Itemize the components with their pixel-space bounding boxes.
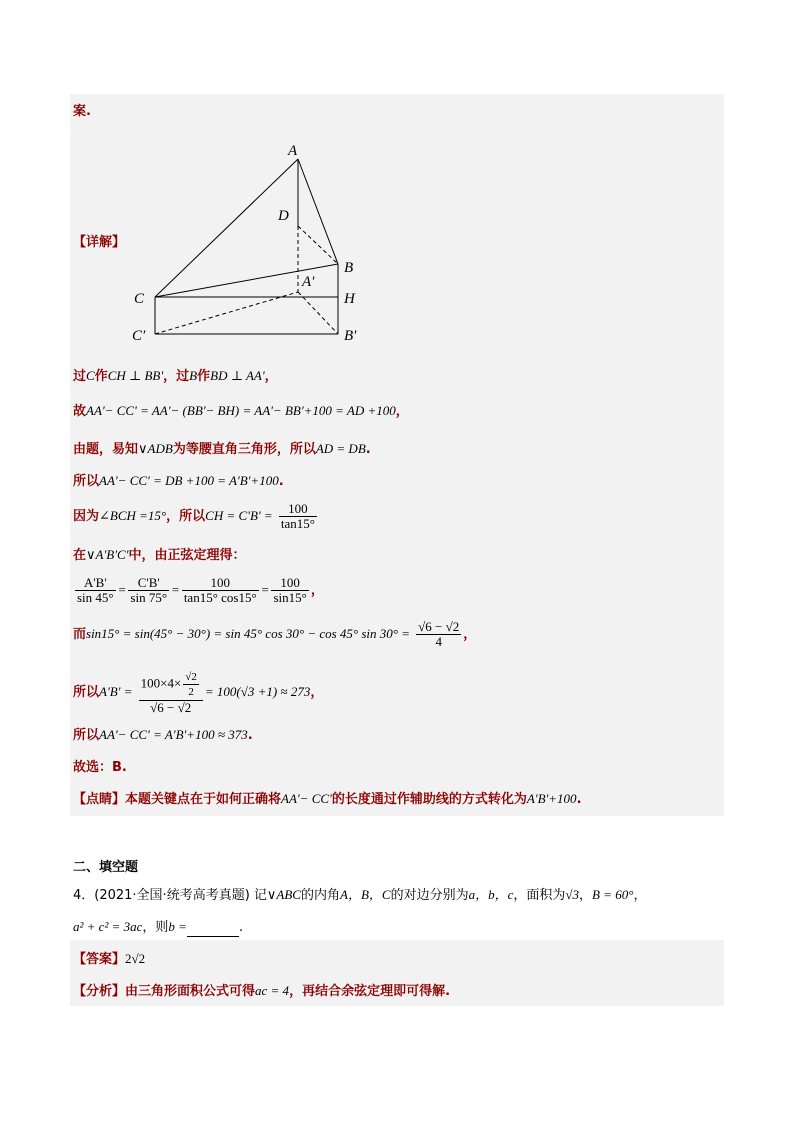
label-H: H [344, 291, 355, 307]
step-8: 而sin15° = sin(45° − 30°) = sin 45° cos 30° − cos 45° sin 30° = $\frac{√6 - √2}{4}$ ， [73, 619, 477, 649]
fraction-100-over-tan15: $\frac{100}{\tan 15^\circ}$ [280, 501, 315, 531]
label-C: C [134, 291, 145, 307]
step-6: 在∨A'B'C'中，由正弦定理得： [73, 547, 246, 563]
answer-blank [187, 924, 239, 937]
step-3: 由题，易知∨ADB为等腰直角三角形，所以AD = DB. [73, 441, 371, 457]
label-Bprime: B′ [344, 328, 357, 344]
question-4-line-1: 4．(2021·全国·统考高考真题) 记∨ABC的内角A，B，C的对边分别为a，b，c，面积为√3，B = 60°， [73, 887, 647, 903]
label-D: D [278, 208, 289, 224]
step-1: 过C作CH ⊥ BB'，过B作BD ⊥ AA'， [73, 368, 278, 384]
step-5: 因为∠BCH =15°，所以CH = C'B' = $\frac{100}{\tan 15^\circ}$ [73, 501, 315, 531]
dash-DB [298, 226, 338, 264]
label-Cprime: C′ [132, 328, 146, 344]
step-11-choice: 故选：B. [73, 760, 127, 775]
geometry-figure [120, 135, 380, 350]
step-12-key-point: 【点睛】本题关键点在于如何正确将AA'− CC'的长度通过作辅助线的方式转化为A'B'+100. [73, 791, 582, 807]
question-4-line-2: a² + c² = 3ac，则b = . [73, 919, 244, 935]
label-A: A [288, 143, 298, 159]
edge-CA [155, 159, 298, 297]
step-10: 所以AA'− CC' = A'B'+100 ≈ 373. [73, 727, 253, 743]
section-title: 二、填空题 [73, 860, 139, 875]
analysis-line: 【分析】由三角形面积公式可得ac = 4，再结合余弦定理即可得解. [73, 983, 451, 999]
continuation-text: 案. [73, 104, 91, 119]
label-Aprime: A′ [302, 274, 315, 290]
detail-label: 【详解】 [73, 235, 126, 250]
step-7: $\frac{A'B'}{\sin 45^\circ}$ = $\frac{C'B'}{\sin 75^\circ}$ = $\frac{100}{\tan 15^\circ \cos 15^\circ}$ = $\frac{100}{\sin 15^\circ}$ ， [77, 575, 324, 605]
label-B: B [344, 260, 354, 276]
dash-CprimeAprime [155, 292, 298, 334]
step-2: 故AA'− CC' = AA'− (BB'− BH) = AA'− BB'+100 = AD +100， [73, 403, 409, 419]
dash-AprimeBprime [298, 292, 338, 334]
answer-line: 【答案】2√2 [73, 951, 146, 967]
step-9: 所以A'B' = 100×4× $\frac{√2}{2}$ √6 − √2 = 100(√3 +1) ≈ 273， [73, 671, 324, 715]
edge-AB [298, 159, 338, 264]
step-4: 所以AA'− CC' = DB +100 = A'B'+100. [73, 473, 284, 489]
